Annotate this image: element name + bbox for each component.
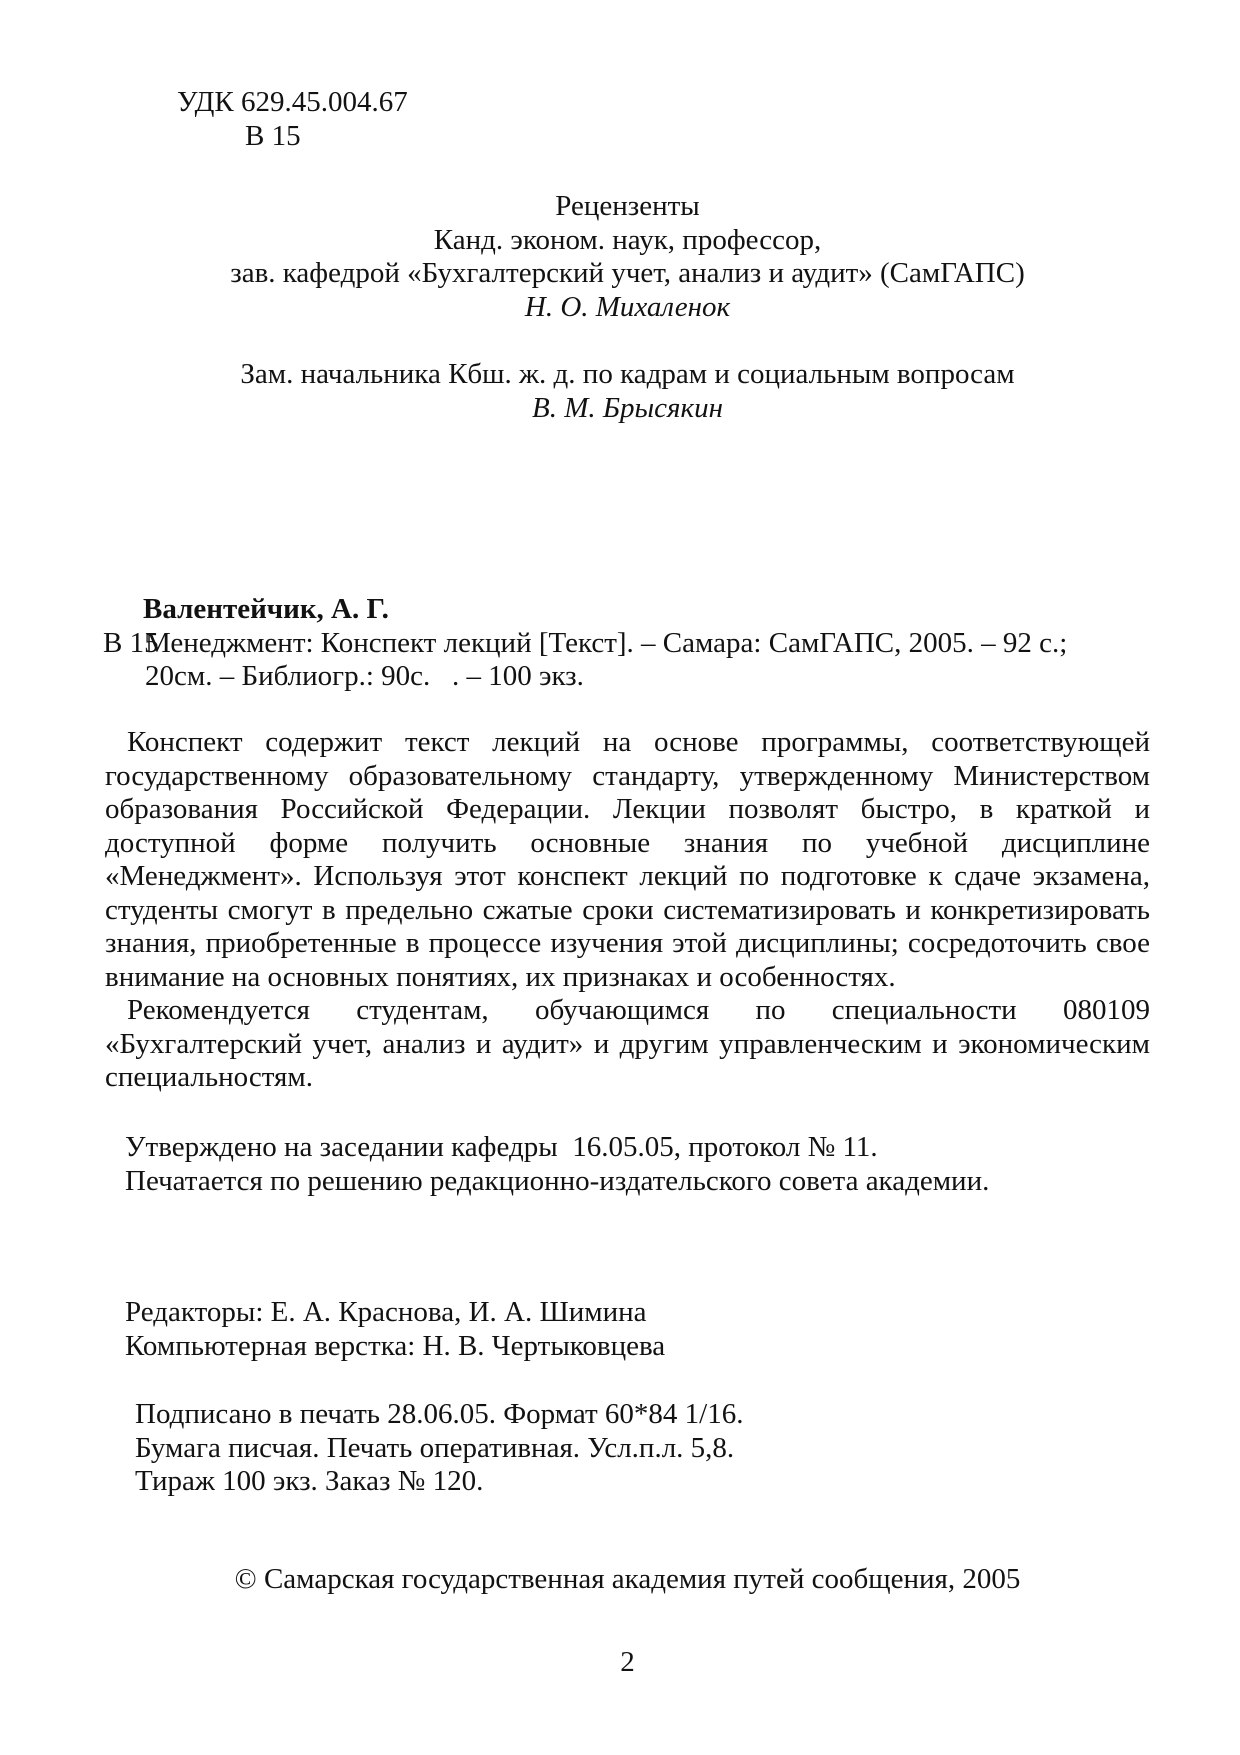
approval-block [105, 1131, 1150, 1198]
catalog-entry-line2: 20см. – Библиогр.: 90с. . – 100 экз. [145, 660, 584, 692]
udk-code: УДК 629.45.004.67 [177, 86, 408, 118]
imprint-line-2: Бумага писчая. Печать оперативная. Усл.п.л. 5,8. [135, 1431, 735, 1464]
page-number: 2 [620, 1646, 635, 1678]
reviewer2-name: В. М. Брысякин [532, 391, 723, 424]
annotation-block [105, 726, 1150, 1095]
imprint-line-3: Тираж 100 экз. Заказ № 120. [135, 1465, 484, 1497]
approval-line-1: Утверждено на заседании кафедры 16.05.05, протокол № 11. [125, 1131, 878, 1163]
catalog-entry [105, 627, 1150, 694]
catalog-entry-line1: Менеджмент: Конспект лекций [Текст]. – Самара: СамГАПС, 2005. – 92 с.; [145, 626, 1068, 659]
reviewer1-title-line1: Канд. эконом. наук, профессор, [433, 223, 822, 256]
annotation-paragraph-2: Рекомендуется студентам, обучающимся по специальности 080109 «Бухгалтерский учет, анализ и аудит» и другим управленческим и экономическим специальностям. [105, 994, 1150, 1093]
editors-line: Редакторы: Е. А. Краснова, И. А. Шимина [125, 1296, 647, 1328]
reviewer2-block [105, 358, 1150, 425]
copyright-line: © Самарская государственная академия путей сообщения, 2005 [234, 1563, 1021, 1595]
catalog-code: В 15 [103, 626, 159, 659]
catalog-card-block [105, 593, 1150, 694]
layout-line: Компьютерная верстка: Н. В. Чертыковцева [125, 1329, 666, 1362]
reviewer2-title-line: Зам. начальника Кбш. ж. д. по кадрам и социальным вопросам [240, 358, 1015, 390]
print-imprint-block [105, 1398, 1150, 1499]
reviewer1-title-line2: зав. кафедрой «Бухгалтерский учет, анализ и аудит» (СамГАПС) [230, 257, 1025, 289]
classification-block [105, 86, 1150, 153]
catalog-author: Валентейчик, А. Г. [143, 593, 389, 625]
bbk-author-code: В 15 [245, 119, 301, 152]
imprint-line-1: Подписано в печать 28.06.05. Формат 60*84 1/16. [135, 1398, 744, 1430]
reviewer1-name: Н. О. Михаленок [524, 290, 731, 323]
reviewers-heading: Рецензенты [555, 190, 700, 222]
approval-line-2: Печатается по решению редакционно-издательского совета академии. [125, 1164, 990, 1197]
annotation-paragraph-1: Конспект содержит текст лекций на основе программы, соответствующей государственному образовательному стандарту, утвержденному Министерством образования Российской Федерации. Лекции позволят быстро, в краткой и доступной форме получить основные знания по учебной дисциплине «Менеджмент». Используя этот конспект лекций по подготовке к сдаче экзамена, студенты смогут в предельно сжатые сроки систематизировать и конкретизировать знания, приобретенные в процессе изучения этой дисциплины; сосредоточить свое внимание на основных понятиях, их признаках и особенностях. [105, 726, 1150, 993]
reviewers-block [105, 190, 1150, 324]
editorial-staff-block [105, 1296, 1150, 1363]
